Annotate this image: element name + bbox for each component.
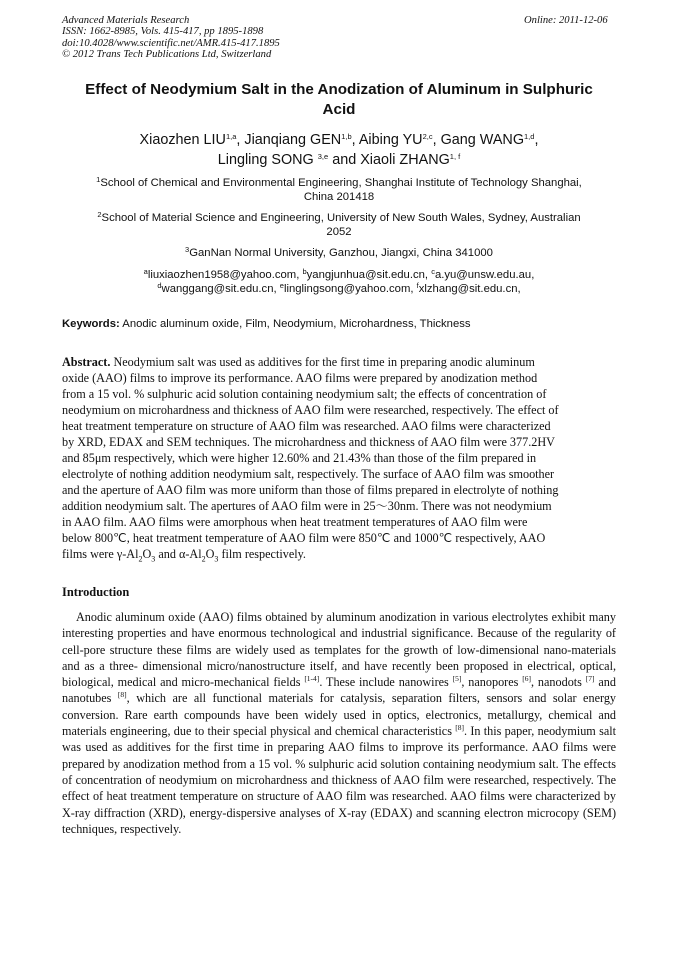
affiliation-text: 2052 — [326, 226, 352, 238]
online-date: Online: 2011-12-06 — [524, 15, 608, 26]
section-heading-introduction: Introduction — [62, 585, 130, 599]
affiliation-sup: 1 — [96, 175, 101, 184]
email-link[interactable]: liuxiaozhen1958@yahoo.com, — [147, 269, 300, 281]
abstract-line: films were $\gamma-Al_2O_3$ and $\alpha-Al_2O_3$ film respectively. — [62, 547, 306, 564]
author-line-1: Xiaozhen LIU$^{1,a}$, Jianqiang GEN$^{1,b}$, Aibing YU$^{2,c}$, Gang WANG$^{1,d}$, — [139, 132, 539, 148]
abstract-line: electrolyte of nothing addition neodymium salt, respectively. The surface of AAO film was smoother — [62, 467, 555, 481]
author-affil-sup: 1,a — [225, 132, 237, 141]
abstract-line: from a 15 vol. % sulphuric acid solution containing neodymium salt; the effects of concentration of — [62, 387, 547, 401]
abstract-line: by XRD, EDAX and SEM techniques. The microhardness and thickness of AAO film were 377.2HV — [62, 435, 555, 449]
email-link[interactable]: xlzhang@sit.edu.cn, — [418, 283, 521, 295]
email-link[interactable]: linglingsong@yahoo.com, — [283, 283, 414, 295]
introduction-body: Anodic aluminum oxide (AAO) films obtained by aluminum anodization in various electrolytes exhibit many interesting properties and have enormous technological and industrial significance. Because of the regularity of cell-pore structure these films are widely used as templates for the growth of low-dimensional nano-materials and as a three- dimensional micro/nanostructure itself, and have recently been proposed in electrical, optical, biological, medical and micro-mechanical fields [1-4]. These include nanowires [5], nanopores [6], nanodots [7] and nanotubes [8], which are all functional materials for catalysis, separation filters, sensors and solar energy conversion. Rare earth compounds have been widely used in optics, electronics, metallurgy, chemical and materials engineering, due to their special physical and chemical characteristics [8]. In this paper, neodymium salt was used as additives for the first time in preparing AAO films to improve its performance. AAO films were prepared by anodization method from a 15 vol. % sulphuric acid solution containing neodymium salt. The effects of concentration of neodymium on microhardness and thickness of AAO film were researched, respectively. The effect of heat treatment temperature on structure of AAO film was researched. AAO films were characterized by X-ray diffraction (XRD), energy-dispersive analyses of X-ray (EDAX) and scanning electron microcopy (SEM) techniques, respectively. — [62, 610, 617, 836]
email-link[interactable]: wanggang@sit.edu.cn, — [161, 283, 277, 295]
citation-ref: [8] — [117, 690, 127, 700]
email-link[interactable]: a.yu@unsw.edu.au, — [434, 269, 535, 281]
email-list — [62, 268, 616, 296]
affiliation-sup: 2 — [97, 210, 102, 219]
email-sup: b — [302, 267, 307, 276]
journal-name: Advanced Materials Research — [62, 15, 190, 26]
title-line-2: Acid — [322, 101, 356, 118]
abstract-line: neodymium on microhardness and thickness of AAO film were researched, respectively. The effect of — [62, 403, 559, 417]
issn-line: ISSN: 1662-8985, Vols. 415-417, pp 1895-1898 — [62, 26, 264, 38]
affiliation-text: GanNan Normal University, Ganzhou, Jiangxi, China 341000 — [189, 247, 493, 259]
doi-line: doi:10.4028/www.scientific.net/AMR.415-417.1895 — [62, 37, 280, 49]
abstract-line: oxide (AAO) films to improve its performance. AAO films were prepared by anodization method — [62, 371, 538, 385]
paper-title — [62, 80, 616, 120]
affiliation-text: School of Chemical and Environmental Engineering, Shanghai Institute of Technology Shanghai, — [100, 177, 582, 189]
author-affil-sup: 1,b — [341, 132, 352, 141]
affiliation-text: China 201418 — [303, 191, 375, 203]
abstract-line: heat treatment temperature on structure of AAO film was researched. AAO films were characterized — [62, 419, 551, 433]
author-name: Jianqiang GEN — [244, 132, 342, 148]
citation-ref: [5] — [452, 674, 462, 684]
affiliation-1 — [62, 176, 616, 204]
author-affil-sup: 1, f — [449, 152, 461, 161]
email-sup: c — [431, 267, 435, 276]
abstract-line: Neodymium salt was used as additives for the first time in preparing anodic aluminum — [113, 355, 535, 369]
author-affil-sup: 2,c — [422, 132, 433, 141]
keywords — [62, 318, 622, 330]
copyright-line: © 2012 Trans Tech Publications Ltd, Switzerland — [62, 49, 272, 61]
citation-ref: [1-4] — [304, 674, 320, 684]
author-affil-sup: 3,e — [317, 152, 329, 161]
email-link[interactable]: yangjunhua@sit.edu.cn, — [306, 269, 429, 281]
affiliation-2 — [62, 211, 616, 239]
citation-ref: [6] — [522, 674, 531, 684]
author-name: Lingling SONG — [217, 152, 314, 168]
author-line-2 — [62, 150, 616, 170]
citation-ref: [7] — [585, 674, 595, 684]
affiliation-3 — [62, 246, 616, 260]
email-sup: e — [279, 281, 284, 290]
abstract-line: and 85μm respectively, which were higher 12.60% and 21.43% than those of the film prepared in — [62, 451, 537, 465]
author-list — [62, 130, 616, 170]
abstract-line: below 800℃, heat treatment temperature of AAO film were 850℃ and 1000℃ respectively, AAO — [62, 531, 546, 545]
author-name: Gang WANG — [440, 132, 525, 148]
affiliation-text: School of Material Science and Engineering, University of New South Wales, Sydney, Australian — [101, 212, 581, 224]
author-name: and Xiaoli ZHANG — [332, 152, 450, 168]
abstract-line: in AAO film. AAO films were amorphous when heat treatment temperatures of AAO film were — [62, 515, 528, 529]
email-sup: a — [143, 267, 148, 276]
email-sup: f — [416, 281, 419, 290]
abstract-label: Abstract. — [62, 355, 111, 369]
author-affil-sup: 1,d — [524, 132, 535, 141]
email-sup: d — [157, 281, 162, 290]
author-name: Xiaozhen LIU — [139, 132, 226, 148]
author-name: Aibing YU — [358, 132, 423, 148]
citation-ref: [8] — [455, 723, 464, 733]
abstract-line: and the aperture of AAO film was more uniform than those of films prepared in electrolyte of nothing — [62, 483, 559, 497]
title-line-1: Effect of Neodymium Salt in the Anodization of Aluminum in Sulphuric — [85, 81, 593, 98]
keywords-text: Anodic aluminum oxide, Film, Neodymium, Microhardness, Thickness — [122, 318, 471, 330]
keywords-label: Keywords: — [62, 318, 120, 330]
affiliation-sup: 3 — [185, 245, 190, 254]
journal-metadata — [62, 15, 280, 61]
abstract-line: addition neodymium salt. The apertures of AAO film were in 25～30nm. There was not neodymium — [62, 499, 552, 513]
abstract — [62, 354, 616, 567]
